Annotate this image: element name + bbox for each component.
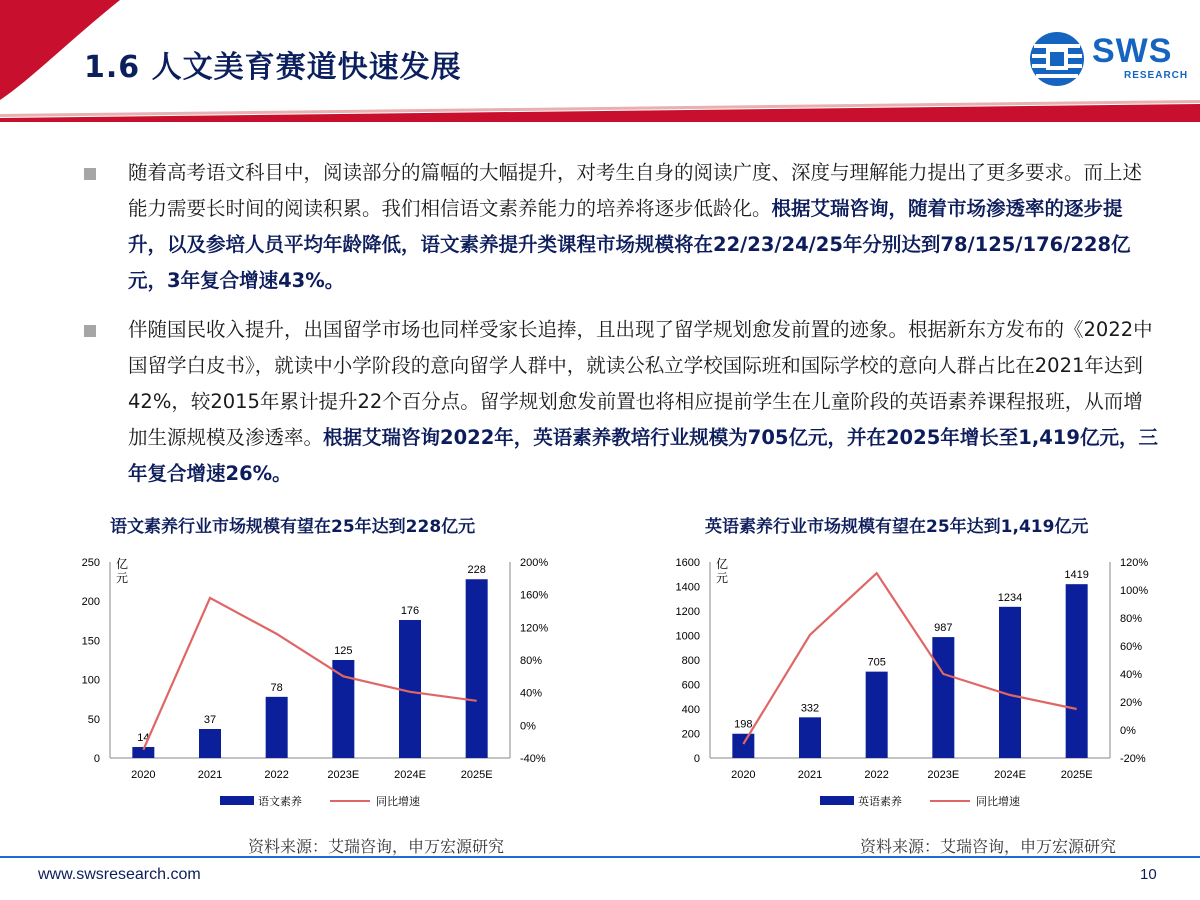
bar-value-label: 1419: [1064, 569, 1089, 582]
y-left-tick-label: 800: [681, 655, 700, 667]
paragraph-2-highlight: 根据艾瑞咨询2022年，英语素养教培行业规模为705亿元，并在2025年增长至1,419亿元，三年复合增速26%。: [128, 426, 1158, 485]
x-tick-label: 2021: [197, 769, 223, 781]
bar-value-label: 332: [800, 702, 820, 715]
legend-line-label: 同比增速: [376, 796, 420, 808]
y-left-tick-label: 100: [81, 674, 100, 687]
bar-2025E: [1066, 584, 1088, 758]
bar-2023E: [932, 637, 954, 758]
y-right-tick-label: 120%: [1120, 557, 1149, 569]
bar-2023E: [332, 660, 354, 758]
y-right-tick-label: -20%: [1120, 753, 1146, 765]
legend-bar-label: 英语素养: [858, 796, 902, 808]
y-left-tick-label: 250: [81, 557, 100, 569]
chart-1-title: 语文素养行业市场规模有望在25年达到228亿元: [110, 517, 476, 537]
x-tick-label: 2023E: [927, 769, 960, 781]
y-right-tick-label: 60%: [1120, 641, 1143, 653]
paragraph-1: [128, 155, 1158, 299]
y-right-tick-label: 0%: [1120, 725, 1136, 737]
footer-divider: [0, 856, 1200, 858]
paragraph-2-text: 伴随国民收入提升，出国留学市场也同样受家长追捧，且出现了留学规划愈发前置的迹象。根据新东方发布的《2022中国留学白皮书》，就读中小学阶段的意向留学人群中，就读公私立学校国际班和国际学校的意向人群占比在2021年达到42%，较2015年累计提升22个百分点。留学规划愈发前置也将相应提前学生在儿童阶段的英语素养课程报班，从而增加生源规模及渗透率。: [128, 318, 1153, 449]
y-right-tick-label: 100%: [1120, 585, 1149, 597]
y-right-tick-label: 40%: [520, 687, 543, 700]
unit-label: 亿元: [716, 557, 729, 585]
bar-value-label: 37: [203, 713, 217, 726]
chart-1-source: 资料来源：艾瑞咨询，申万宏源研究: [248, 837, 505, 856]
legend-bar-swatch: [220, 796, 254, 805]
x-tick-label: 2022: [264, 769, 289, 781]
page-number: 10: [1140, 866, 1157, 883]
y-left-tick-label: 1600: [675, 557, 700, 569]
bar-2021: [799, 717, 821, 758]
bullet-square-icon: [84, 168, 96, 180]
x-tick-label: 2024E: [994, 769, 1026, 781]
bar-value-label: 228: [467, 564, 486, 577]
unit-label: 亿元: [116, 557, 129, 585]
x-tick-label: 2023E: [327, 769, 360, 781]
bar-2024E: [999, 607, 1021, 758]
y-left-tick-label: 400: [681, 704, 700, 716]
footer-website-link[interactable]: www.swsresearch.com: [38, 866, 201, 883]
y-right-tick-label: 120%: [520, 622, 549, 635]
bar-2020: [732, 734, 754, 758]
y-right-tick-label: 80%: [520, 655, 543, 667]
sws-logo: [1028, 30, 1189, 90]
y-left-tick-label: 0: [693, 753, 700, 765]
chart-2-source: 资料来源：艾瑞咨询，申万宏源研究: [860, 837, 1117, 856]
logo-subtext: RESEARCH: [1124, 70, 1189, 81]
bar-value-label: 78: [270, 681, 283, 694]
legend-bar-label: 语文素养: [258, 796, 302, 808]
x-tick-label: 2025E: [1060, 769, 1093, 781]
paragraph-1-text: 随着高考语文科目中，阅读部分的篇幅的大幅提升，对考生自身的阅读广度、深度与理解能力提出了更多要求。而上述能力需要长时间的阅读积累。我们相信语文素养能力的培养将逐步低龄化。: [128, 161, 1143, 220]
y-left-tick-label: 1000: [675, 630, 700, 643]
x-tick-label: 2024E: [394, 769, 426, 781]
x-tick-label: 2021: [797, 769, 823, 781]
y-left-tick-label: 1400: [675, 581, 700, 594]
bar-value-label: 198: [734, 718, 753, 731]
y-left-tick-label: 200: [81, 596, 100, 609]
paragraph-1-highlight: 根据艾瑞咨询，随着市场渗透率的逐步提升，以及参培人员平均年龄降低，语文素养提升类课程市场规模将在22/23/24/25年分别达到78/125/176/228亿元，3年复合增速43%。: [128, 197, 1131, 292]
x-tick-label: 2020: [731, 769, 756, 781]
bar-value-label: 125: [334, 645, 353, 657]
bar-value-label: 14: [137, 732, 150, 745]
bar-2025E: [466, 579, 488, 758]
bar-2022: [866, 672, 888, 758]
globe-logo-icon: [1028, 30, 1086, 88]
growth-rate-line: [743, 573, 1076, 744]
bullet-square-icon: [84, 325, 96, 337]
growth-rate-line: [143, 598, 476, 750]
y-right-tick-label: 20%: [1120, 697, 1143, 709]
x-tick-label: 2022: [864, 769, 889, 781]
logo-text: SWS: [1092, 32, 1173, 70]
y-right-tick-label: 160%: [520, 589, 549, 602]
legend-bar-swatch: [820, 796, 854, 805]
paragraph-2: [128, 312, 1158, 492]
chart-2-title: 英语素养行业市场规模有望在25年达到1,419亿元: [705, 517, 1089, 537]
bar-2021: [199, 729, 221, 758]
bar-value-label: 1234: [997, 591, 1023, 604]
bar-2022: [266, 697, 288, 758]
y-left-tick-label: 200: [681, 728, 700, 741]
x-tick-label: 2020: [131, 769, 156, 781]
x-tick-label: 2025E: [460, 769, 493, 781]
y-right-tick-label: -40%: [520, 753, 546, 765]
y-left-tick-label: 600: [681, 679, 700, 692]
y-left-tick-label: 150: [81, 635, 100, 648]
chart-1-chinese-literacy-market: [60, 548, 549, 818]
chart-2-english-literacy-market: [660, 548, 1149, 818]
page-title: 1.6 人文美育赛道快速发展: [84, 50, 462, 85]
y-right-tick-label: 0%: [520, 720, 536, 733]
y-right-tick-label: 80%: [1120, 613, 1143, 625]
bar-value-label: 176: [400, 605, 420, 618]
y-left-tick-label: 0: [93, 753, 100, 765]
bar-value-label: 987: [934, 622, 953, 635]
y-left-tick-label: 1200: [675, 606, 700, 618]
header-banner: [0, 0, 1200, 122]
y-left-tick-label: 50: [87, 713, 100, 726]
y-right-tick-label: 40%: [1120, 669, 1143, 681]
bar-value-label: 705: [867, 656, 886, 669]
y-right-tick-label: 200%: [520, 557, 549, 569]
legend-line-label: 同比增速: [976, 796, 1020, 808]
